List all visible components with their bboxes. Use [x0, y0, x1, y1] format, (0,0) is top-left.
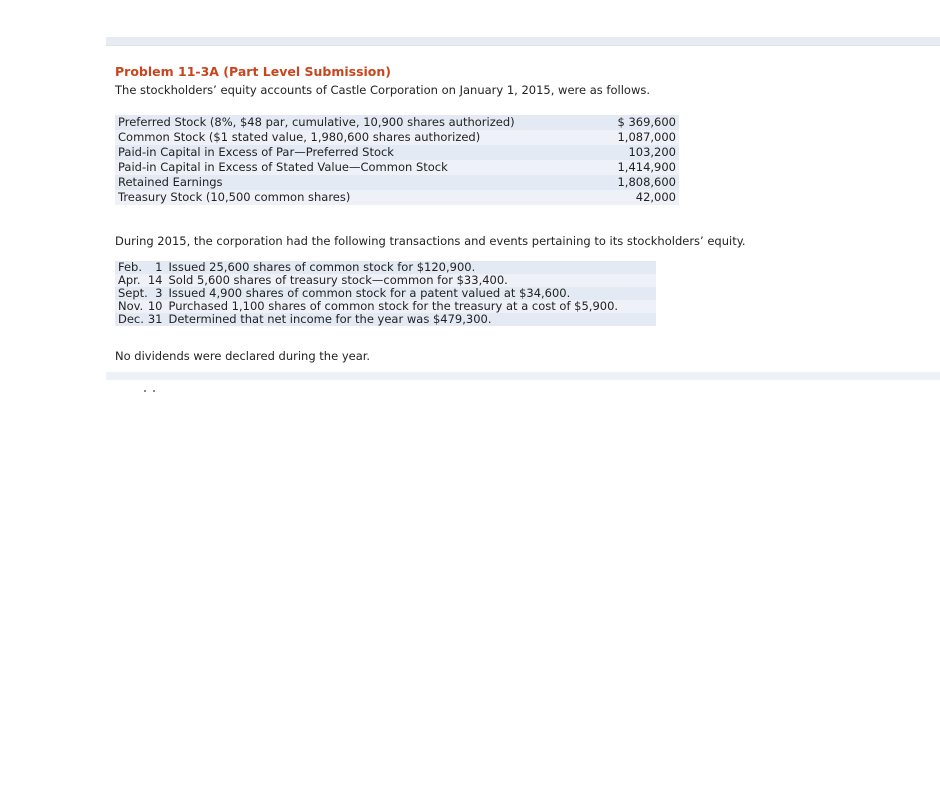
table-row	[115, 313, 656, 326]
transaction-day: 10	[148, 300, 166, 313]
transaction-text: Issued 25,600 shares of common stock for $120,900.	[165, 261, 656, 274]
problem-title: Problem 11-3A (Part Level Submission)	[115, 64, 392, 79]
table-row	[115, 190, 679, 205]
transaction-text: Issued 4,900 shares of common stock for a patent valued at $34,600.	[165, 287, 656, 300]
problem-panel	[106, 37, 940, 380]
account-label: Paid-in Capital in Excess of Par—Preferred Stock	[115, 145, 583, 160]
account-label: Common Stock ($1 stated value, 1,980,600 shares authorized)	[115, 130, 583, 145]
account-label: Treasury Stock (10,500 common shares)	[115, 190, 583, 205]
equity-accounts-table	[115, 115, 679, 205]
transaction-text: Determined that net income for the year was $479,300.	[165, 313, 656, 326]
table-row	[115, 145, 679, 160]
transactions-intro: During 2015, the corporation had the following transactions and events pertaining to its stockholders’ equity.	[115, 234, 746, 248]
transaction-text: Sold 5,600 shares of treasury stock—common for $33,400.	[165, 274, 656, 287]
account-amount: 103,200	[583, 145, 679, 160]
problem-intro: The stockholders’ equity accounts of Castle Corporation on January 1, 2015, were as follows.	[115, 83, 650, 97]
account-amount: 1,808,600	[583, 175, 679, 190]
transactions-table	[115, 261, 656, 326]
transaction-month: Dec.	[115, 313, 148, 326]
account-amount: 1,087,000	[583, 130, 679, 145]
transaction-month: Nov.	[115, 300, 148, 313]
table-row	[115, 175, 679, 190]
transaction-month: Apr.	[115, 274, 148, 287]
account-amount: 42,000	[583, 190, 679, 205]
transaction-text: Purchased 1,100 shares of common stock for the treasury at a cost of $5,900.	[165, 300, 656, 313]
transaction-day: 14	[148, 274, 166, 287]
table-row	[115, 160, 679, 175]
account-amount: 1,414,900	[583, 160, 679, 175]
panel-header-bar	[106, 37, 940, 46]
transaction-day: 3	[148, 287, 166, 300]
table-row	[115, 130, 679, 145]
transaction-day: 31	[148, 313, 166, 326]
account-label: Retained Earnings	[115, 175, 583, 190]
transaction-day: 1	[148, 261, 166, 274]
closing-note: No dividends were declared during the year.	[115, 349, 371, 363]
transaction-month: Sept.	[115, 287, 148, 300]
transaction-month: Feb.	[115, 261, 148, 274]
account-amount: $ 369,600	[583, 115, 679, 130]
loading-dots-icon	[144, 390, 158, 394]
table-row	[115, 115, 679, 130]
account-label: Preferred Stock (8%, $48 par, cumulative, 10,900 shares authorized)	[115, 115, 583, 130]
panel-footer-bar	[106, 372, 940, 380]
account-label: Paid-in Capital in Excess of Stated Value—Common Stock	[115, 160, 583, 175]
